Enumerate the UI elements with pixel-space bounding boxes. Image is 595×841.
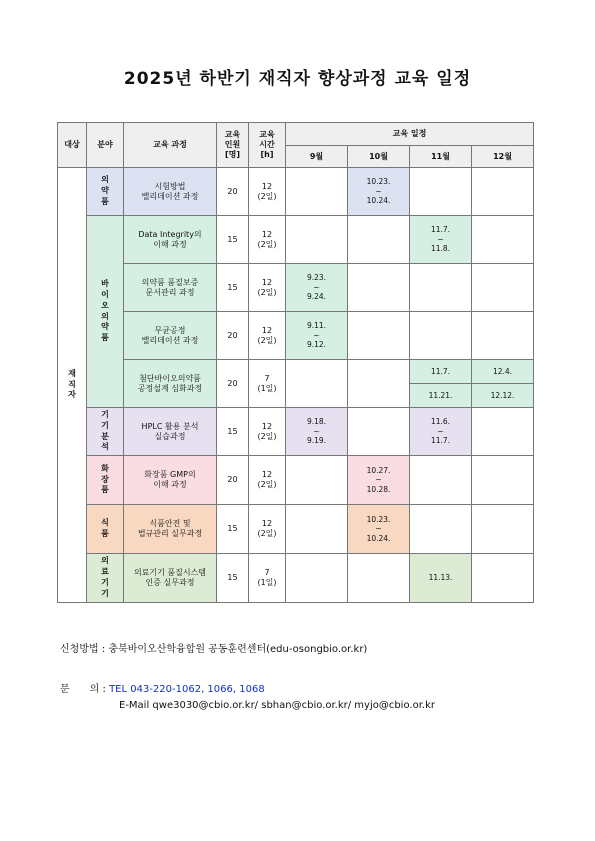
- header-field: 분야: [87, 123, 124, 168]
- course-capacity: 15: [217, 216, 249, 264]
- course-capacity: 15: [217, 408, 249, 456]
- page-title: 2025년 하반기 재직자 향상과정 교육 일정: [123, 69, 472, 89]
- schedule-date: 10.27. ~ 10.28.: [348, 456, 410, 505]
- course-capacity: 20: [217, 360, 249, 408]
- schedule-date: 10.23. ~ 10.24.: [348, 505, 410, 554]
- course-name: Data Integrity의 이해 과정: [124, 216, 217, 264]
- course-capacity: 15: [217, 554, 249, 603]
- field-cosmetics: [87, 456, 124, 505]
- field-medical: [87, 554, 124, 603]
- contact-email: E-Mail qwe3030@cbio.or.kr/ sbhan@cbio.or.kr/ myjo@cbio.or.kr: [119, 700, 435, 711]
- field-biopharma: [87, 216, 124, 408]
- course-hours: 12 (2일): [249, 312, 286, 360]
- course-hours: 7 (1일): [249, 554, 286, 603]
- header-course: 교육 과정: [124, 123, 217, 168]
- schedule-date: 9.11. ~ 9.12.: [286, 312, 348, 360]
- schedule-date: 11.7.: [410, 360, 472, 384]
- schedule-date: 9.23. ~ 9.24.: [286, 264, 348, 312]
- schedule-date: 10.23. ~ 10.24.: [348, 168, 410, 216]
- header-capacity: 교육 인원 [명]: [217, 123, 249, 168]
- course-name: HPLC 활용 분석 실습과정: [124, 408, 217, 456]
- course-hours: 12 (2일): [249, 456, 286, 505]
- course-hours: 12 (2일): [249, 216, 286, 264]
- schedule-date: 12.12.: [472, 384, 534, 408]
- field-label: 기기분석: [101, 409, 109, 452]
- schedule-table: [57, 122, 534, 603]
- field-pharma: [87, 168, 124, 216]
- field-label: 의료기기: [101, 556, 109, 598]
- course-hours: 12 (2일): [249, 168, 286, 216]
- field-label: 화장품: [101, 463, 109, 495]
- schedule-date: 11.21.: [410, 384, 472, 408]
- course-capacity: 15: [217, 264, 249, 312]
- field-label: 바이오의약품: [101, 279, 109, 343]
- header-month-nov: 11월: [410, 146, 472, 168]
- course-hours: 12 (2일): [249, 408, 286, 456]
- header-schedule: 교육 일정: [286, 123, 534, 146]
- header-month-sep: 9월: [286, 146, 348, 168]
- contact-label: 문 의 :: [60, 684, 106, 695]
- apply-label: 신청방법 :: [60, 644, 106, 655]
- field-instrument: [87, 408, 124, 456]
- course-name: 무균공정 밸리데이션 과정: [124, 312, 217, 360]
- schedule-date: 9.18. ~ 9.19.: [286, 408, 348, 456]
- schedule-date: 11.6. ~ 11.7.: [410, 408, 472, 456]
- course-name: 의료기기 품질시스템 인증 실무과정: [124, 554, 217, 603]
- apply-info: [60, 640, 367, 655]
- course-capacity: 15: [217, 505, 249, 554]
- schedule-date: 11.13.: [410, 554, 472, 603]
- course-hours: 7 (1일): [249, 360, 286, 408]
- course-name: 식품안전 및 법규관리 실무과정: [124, 505, 217, 554]
- schedule-date: 11.7. ~ 11.8.: [410, 216, 472, 264]
- header-month-oct: 10월: [348, 146, 410, 168]
- field-label: 의약품: [101, 175, 109, 206]
- course-capacity: 20: [217, 168, 249, 216]
- header-target: 대상: [58, 123, 87, 168]
- contact-info: [60, 680, 265, 695]
- contact-tel: TEL 043-220-1062, 1066, 1068: [109, 684, 265, 695]
- course-name: 의약품 품질보증 문서관리 과정: [124, 264, 217, 312]
- field-food: [87, 505, 124, 554]
- course-hours: 12 (2일): [249, 505, 286, 554]
- course-hours: 12 (2일): [249, 264, 286, 312]
- header-month-dec: 12월: [472, 146, 534, 168]
- course-name: 첨단바이오의약품 공정설계 심화과정: [124, 360, 217, 408]
- header-hours: 교육 시간 [h]: [249, 123, 286, 168]
- course-capacity: 20: [217, 456, 249, 505]
- course-name: 시험방법 밸리데이션 과정: [124, 168, 217, 216]
- field-label: 식품: [101, 518, 109, 538]
- target-cell: [58, 168, 87, 603]
- schedule-date: 12.4.: [472, 360, 534, 384]
- target-label: 재직자: [68, 368, 76, 400]
- course-capacity: 20: [217, 312, 249, 360]
- apply-text: 충북바이오산학융합원 공동훈련센터(edu-osongbio.or.kr): [108, 644, 368, 655]
- course-name: 화장품 GMP의 이해 과정: [124, 456, 217, 505]
